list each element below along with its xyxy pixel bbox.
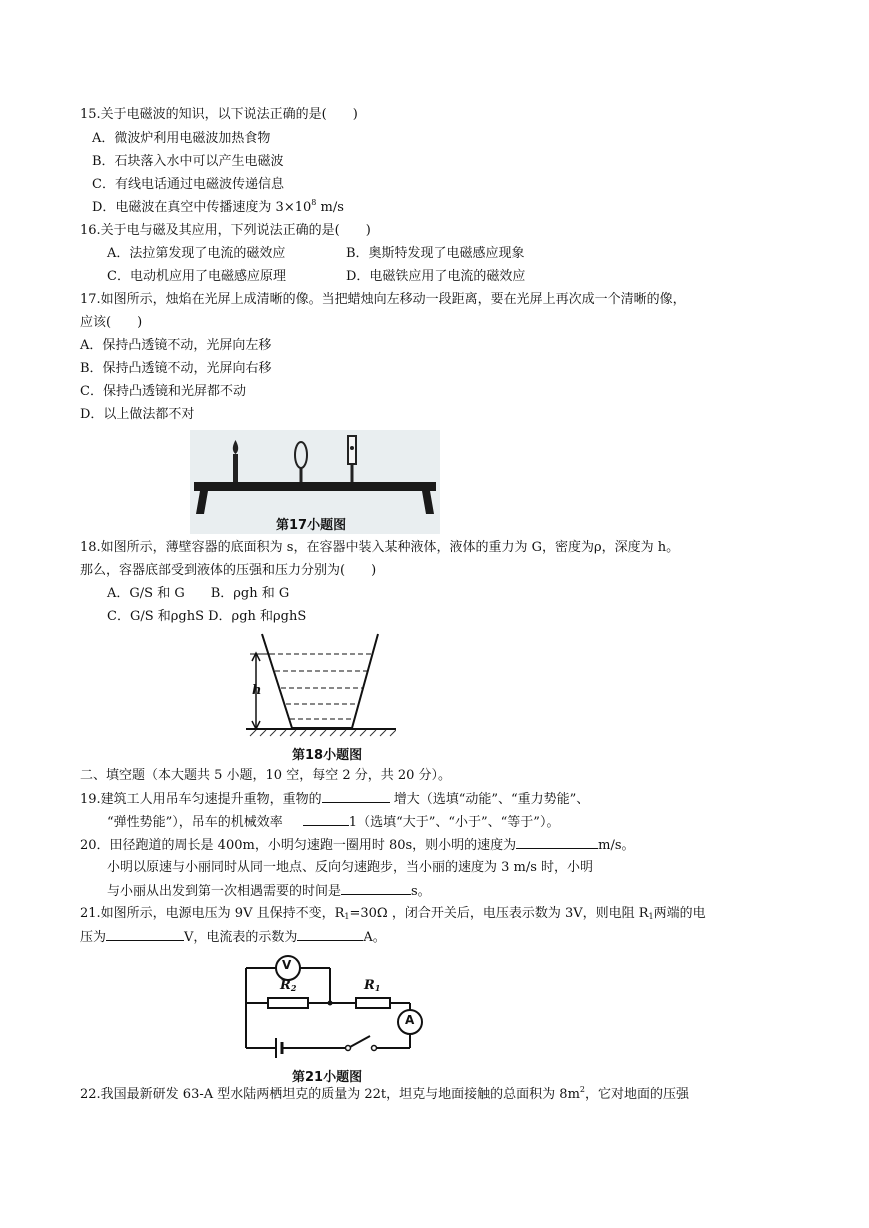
ammeter-label: A [405, 1013, 415, 1027]
q20-line1: 20．田径跑道的周长是 400m，小明匀速跑一圈用时 80s，则小明的速度为 m/s。 [80, 838, 635, 853]
q19-line1: 19.建筑工人用吊车匀速提升重物，重物的 增大（选填“动能”、“重力势能”、 [80, 792, 590, 807]
q18-figure-caption: 第18小题图 [292, 748, 363, 763]
q15-option-d: D．电磁波在真空中传播速度为 $3\times 10^8$ m/s [92, 198, 344, 215]
q21-line2: 压为 V，电流表的示数为 A。 [80, 930, 386, 945]
q17-option-b: B．保持凸透镜不动，光屏向右移 [80, 361, 272, 376]
q19-blank-2 [303, 813, 349, 826]
optical-bench [194, 482, 436, 491]
q20-line3: 与小丽从出发到第一次相遇需要的时间是 s。 [107, 884, 431, 899]
q18-figure [246, 630, 396, 762]
resistor-r2 [268, 998, 308, 1008]
q18-stem-line1: 18.如图所示，薄壁容器的底面积为 s，在容器中装入某种液体，液体的重力为 G，密度为ρ，深度为 h。 [80, 540, 680, 555]
q21-blank-2 [297, 928, 363, 941]
q17-stem-line1: 17.如图所示，烛焰在光屏上成清晰的像。当把蜡烛向左移动一段距离，要在光屏上再次成一个清晰的像， [80, 292, 686, 307]
q15-option-c: C．有线电话通过电磁波传递信息 [92, 177, 284, 192]
q17-option-a: A．保持凸透镜不动，光屏向左移 [80, 338, 272, 353]
q21-figure [238, 948, 428, 1084]
q20-line2: 小明以原速与小丽同时从同一地点、反向匀速跑步，当小丽的速度为 3 m/s 时，小明 [107, 860, 594, 875]
q21-line1: 21.如图所示，电源电压为 9V 且保持不变，$R_1=30\Omega$ ，闭合开关后，电压表示数为 3V，则电阻 $R_1$两端的电 [80, 906, 706, 921]
q16-option-c: C．电动机应用了电磁感应原理 [107, 269, 286, 284]
resistor-r1 [356, 998, 390, 1008]
q17-figure [190, 430, 440, 534]
q15-option-a: A．微波炉利用电磁波加热食物 [92, 131, 271, 146]
voltmeter-label: V [282, 958, 292, 972]
q15-option-b: B．石块落入水中可以产生电磁波 [92, 154, 284, 169]
q18-options-ab: A．G/S 和 G B．ρgh 和 G [107, 586, 290, 601]
q18-stem-line2: 那么，容器底部受到液体的压强和压力分别为( ) [80, 563, 377, 578]
q22-line1: 22.我国最新研发 63-A 型水陆两栖坦克的质量为 22t，坦克与地面接触的总面积为 $8m^2$，它对地面的压强 [80, 1085, 690, 1102]
q15-stem: 15.关于电磁波的知识，以下说法正确的是( ) [80, 107, 358, 122]
q21-figure-caption: 第21小题图 [292, 1070, 363, 1085]
q17-stem-line2: 应该( ) [80, 315, 143, 330]
depth-label: h [252, 683, 262, 698]
q21-blank-1 [106, 928, 184, 941]
candle-icon [233, 454, 238, 484]
q17-option-d: D．以上做法都不对 [80, 407, 195, 422]
q16-stem: 16.关于电与磁及其应用，下列说法正确的是( ) [80, 223, 371, 238]
r2-label: $R_2$ [280, 978, 297, 993]
q16-option-d: D．电磁铁应用了电流的磁效应 [346, 269, 526, 284]
q17-figure-caption: 第17小题图 [276, 518, 347, 533]
q16-option-b: B．奥斯特发现了电磁感应现象 [346, 246, 525, 261]
q20-blank-2 [341, 882, 411, 895]
q16-option-a: A．法拉第发现了电流的磁效应 [107, 246, 286, 261]
q19-line2: “弹性势能”），吊车的机械效率 1（选填“大于”、“小于”、“等于”）。 [107, 815, 560, 830]
q19-blank-1 [322, 790, 390, 803]
section-2-heading: 二、填空题（本大题共 5 小题，10 空，每空 2 分，共 20 分）。 [80, 768, 452, 783]
q17-option-c: C．保持凸透镜和光屏都不动 [80, 384, 246, 399]
r1-label: $R_1$ [364, 978, 381, 993]
q18-options-cd: C．G/S 和ρghS D．ρgh 和ρghS [107, 609, 307, 624]
q20-blank-1 [516, 836, 598, 849]
